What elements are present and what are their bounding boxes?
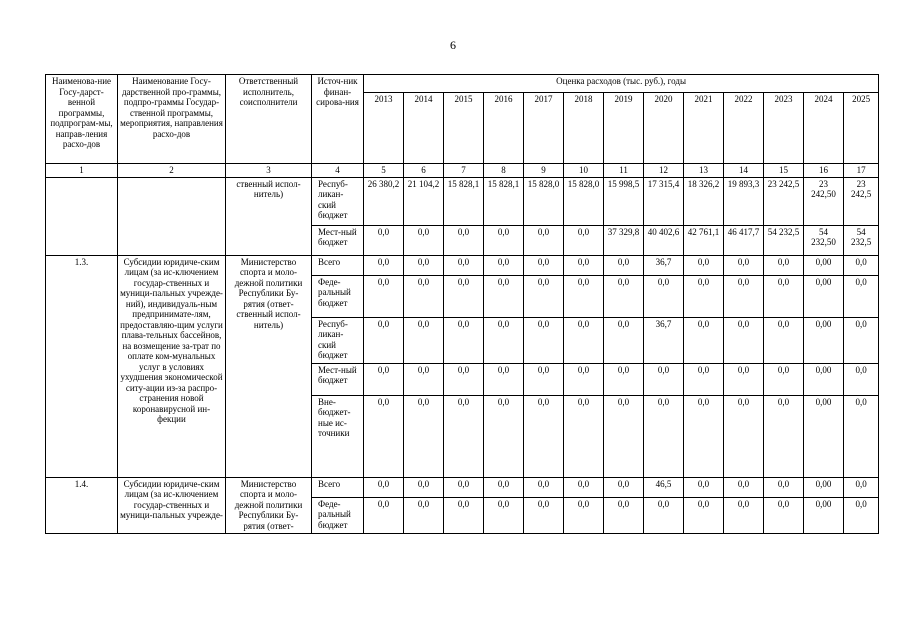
expense-value: 0,0 bbox=[524, 225, 564, 255]
expense-value: 0,0 bbox=[684, 395, 724, 477]
item-executor: ственный испол-нитель) bbox=[226, 177, 312, 255]
item-description: Субсидии юридиче-ским лицам (за ис-ключением государ-ственных и муници-пальных учрежде- bbox=[118, 477, 226, 533]
expense-value: 0,0 bbox=[404, 477, 444, 497]
expense-value: 0,0 bbox=[684, 477, 724, 497]
expense-value: 0,0 bbox=[644, 275, 684, 317]
expense-value: 0,0 bbox=[604, 317, 644, 363]
expense-value: 0,0 bbox=[364, 225, 404, 255]
expense-value: 0,0 bbox=[724, 395, 764, 477]
column-number: 7 bbox=[444, 164, 484, 178]
expense-value: 54 232,5 bbox=[764, 225, 804, 255]
item-code: 1.3. bbox=[46, 255, 118, 477]
year-header: 2015 bbox=[444, 93, 484, 164]
expense-value: 0,0 bbox=[524, 275, 564, 317]
expense-value: 0,00 bbox=[804, 317, 844, 363]
table-row bbox=[46, 177, 879, 225]
expense-value: 0,0 bbox=[404, 497, 444, 533]
expense-value: 0,0 bbox=[444, 363, 484, 395]
expense-value: 0,0 bbox=[724, 477, 764, 497]
item-executor: Министерство спорта и моло-дежной политики Республики Бу-рятия (ответ-ственный испол-нитель) bbox=[226, 255, 312, 477]
column-number: 10 bbox=[564, 164, 604, 178]
column-number: 11 bbox=[604, 164, 644, 178]
expense-value: 0,0 bbox=[844, 255, 879, 275]
expense-value: 0,0 bbox=[444, 317, 484, 363]
item-description: Субсидии юридиче-ским лицам (за ис-ключением государ-ственных и муници-пальных учрежде-ний), индивидуаль-ным предпринимате-лям, предоставляю-щим услуги плава-тельных бассейнов, на возмещение за-трат по оплате ком-мунальных услуг в условиях ухудшения экономической ситу-ации из-за распро-странения новой коронавирусной ин-фекции bbox=[118, 255, 226, 477]
expense-value: 0,0 bbox=[484, 497, 524, 533]
expense-value: 17 315,4 bbox=[644, 177, 684, 225]
expense-value: 0,0 bbox=[604, 395, 644, 477]
expense-value: 0,0 bbox=[764, 395, 804, 477]
expense-value: 0,0 bbox=[604, 275, 644, 317]
funding-source: Мест-ный бюджет bbox=[312, 363, 364, 395]
year-header: 2024 bbox=[804, 93, 844, 164]
expense-value: 18 326,2 bbox=[684, 177, 724, 225]
expense-value: 46 417,7 bbox=[724, 225, 764, 255]
expense-value: 0,0 bbox=[724, 497, 764, 533]
year-header: 2016 bbox=[484, 93, 524, 164]
expense-value: 0,0 bbox=[564, 225, 604, 255]
expense-value: 0,0 bbox=[404, 275, 444, 317]
expense-value: 0,0 bbox=[764, 317, 804, 363]
expense-value: 0,0 bbox=[844, 317, 879, 363]
expense-value: 0,0 bbox=[444, 225, 484, 255]
expense-value: 0,0 bbox=[684, 317, 724, 363]
expense-value: 0,0 bbox=[524, 497, 564, 533]
table-row bbox=[46, 255, 879, 275]
expense-value: 0,0 bbox=[844, 497, 879, 533]
expense-value: 0,0 bbox=[364, 255, 404, 275]
column-number: 6 bbox=[404, 164, 444, 178]
year-header: 2017 bbox=[524, 93, 564, 164]
item-description bbox=[118, 177, 226, 255]
expense-value: 0,0 bbox=[724, 275, 764, 317]
expense-value: 0,0 bbox=[484, 255, 524, 275]
expense-value: 0,0 bbox=[564, 363, 604, 395]
expense-value: 0,00 bbox=[804, 395, 844, 477]
expense-value: 0,0 bbox=[844, 477, 879, 497]
expense-value: 0,0 bbox=[524, 255, 564, 275]
expense-value: 19 893,3 bbox=[724, 177, 764, 225]
column-number: 14 bbox=[724, 164, 764, 178]
expense-value: 0,0 bbox=[644, 363, 684, 395]
expense-value: 0,00 bbox=[804, 497, 844, 533]
year-header: 2022 bbox=[724, 93, 764, 164]
funding-source: Всего bbox=[312, 255, 364, 275]
expense-value: 0,0 bbox=[684, 363, 724, 395]
expense-value: 0,0 bbox=[564, 477, 604, 497]
expense-value: 23 242,5 bbox=[844, 177, 879, 225]
expense-value: 0,0 bbox=[764, 497, 804, 533]
expense-value: 0,0 bbox=[764, 477, 804, 497]
expense-value: 0,0 bbox=[484, 363, 524, 395]
funding-source: Феде-ральный бюджет bbox=[312, 497, 364, 533]
expense-value: 0,0 bbox=[604, 497, 644, 533]
column-number: 17 bbox=[844, 164, 879, 178]
expense-value: 15 828,1 bbox=[444, 177, 484, 225]
expense-value: 0,0 bbox=[684, 255, 724, 275]
expense-value: 0,0 bbox=[644, 395, 684, 477]
expense-value: 0,0 bbox=[564, 317, 604, 363]
column-number: 1 bbox=[46, 164, 118, 178]
expense-value: 21 104,2 bbox=[404, 177, 444, 225]
expense-value: 15 828,0 bbox=[524, 177, 564, 225]
year-header: 2025 bbox=[844, 93, 879, 164]
expense-value: 0,0 bbox=[364, 395, 404, 477]
column-number: 9 bbox=[524, 164, 564, 178]
year-header: 2021 bbox=[684, 93, 724, 164]
expense-value: 0,00 bbox=[804, 255, 844, 275]
column-number: 13 bbox=[684, 164, 724, 178]
funding-source: Феде-ральный бюджет bbox=[312, 275, 364, 317]
expense-value: 0,0 bbox=[364, 363, 404, 395]
expense-value: 0,0 bbox=[404, 225, 444, 255]
column-number: 3 bbox=[226, 164, 312, 178]
expense-value: 36,7 bbox=[644, 255, 684, 275]
expense-value: 0,0 bbox=[484, 395, 524, 477]
expense-value: 0,0 bbox=[404, 395, 444, 477]
expense-value: 0,0 bbox=[564, 275, 604, 317]
funding-source: Всего bbox=[312, 477, 364, 497]
year-header: 2020 bbox=[644, 93, 684, 164]
item-code: 1.4. bbox=[46, 477, 118, 533]
column-number: 2 bbox=[118, 164, 226, 178]
expense-value: 0,0 bbox=[844, 363, 879, 395]
funding-source: Мест-ный бюджет bbox=[312, 225, 364, 255]
expense-value: 0,0 bbox=[724, 363, 764, 395]
expense-value: 0,0 bbox=[444, 477, 484, 497]
header-executor: Ответственный исполнитель, соисполнители bbox=[226, 75, 312, 164]
expense-value: 46,5 bbox=[644, 477, 684, 497]
expense-value: 0,0 bbox=[444, 395, 484, 477]
funding-source: Вне-бюджет-ные ис-точники bbox=[312, 395, 364, 477]
expense-value: 0,00 bbox=[804, 275, 844, 317]
expense-value: 15 828,1 bbox=[484, 177, 524, 225]
funding-source: Респуб-ликан-ский бюджет bbox=[312, 177, 364, 225]
expense-value: 0,0 bbox=[364, 497, 404, 533]
year-header: 2013 bbox=[364, 93, 404, 164]
column-number: 8 bbox=[484, 164, 524, 178]
column-number: 12 bbox=[644, 164, 684, 178]
expense-value: 23 242,5 bbox=[764, 177, 804, 225]
expense-value: 0,0 bbox=[484, 317, 524, 363]
expense-value: 0,0 bbox=[364, 275, 404, 317]
expense-value: 0,0 bbox=[684, 497, 724, 533]
expense-value: 54 232,50 bbox=[804, 225, 844, 255]
header-funding-source: Источ-ник финан-сирова-ния bbox=[312, 75, 364, 164]
year-header: 2018 bbox=[564, 93, 604, 164]
expense-value: 0,0 bbox=[484, 225, 524, 255]
expense-value: 0,0 bbox=[564, 255, 604, 275]
expense-value: 0,0 bbox=[604, 363, 644, 395]
table-row bbox=[46, 477, 879, 497]
funding-source: Респуб-ликан-ский бюджет bbox=[312, 317, 364, 363]
column-number: 15 bbox=[764, 164, 804, 178]
page-number: 6 bbox=[450, 38, 456, 52]
expense-value: 0,0 bbox=[524, 477, 564, 497]
expense-value: 0,0 bbox=[644, 497, 684, 533]
expense-value: 0,0 bbox=[724, 317, 764, 363]
expense-value: 0,0 bbox=[844, 395, 879, 477]
expense-value: 0,0 bbox=[684, 275, 724, 317]
expense-value: 0,0 bbox=[764, 275, 804, 317]
expense-value: 0,0 bbox=[484, 275, 524, 317]
expense-value: 0,0 bbox=[564, 497, 604, 533]
header-expense-estimate: Оценка расходов (тыс. руб.), годы bbox=[364, 75, 879, 93]
expense-value: 0,0 bbox=[764, 363, 804, 395]
expense-value: 0,0 bbox=[524, 395, 564, 477]
expense-value: 0,0 bbox=[404, 317, 444, 363]
expense-value: 15 828,0 bbox=[564, 177, 604, 225]
expense-value: 37 329,8 bbox=[604, 225, 644, 255]
expense-value: 0,0 bbox=[524, 317, 564, 363]
expense-value: 0,0 bbox=[364, 317, 404, 363]
expense-value: 40 402,6 bbox=[644, 225, 684, 255]
expense-value: 0,0 bbox=[444, 497, 484, 533]
expense-value: 23 242,50 bbox=[804, 177, 844, 225]
header-measure-name: Наименование Госу-дарственной про-граммы, подпро-граммы Государ-ственной программы, мероприятия, направления расхо-дов bbox=[118, 75, 226, 164]
year-header: 2023 bbox=[764, 93, 804, 164]
year-header: 2019 bbox=[604, 93, 644, 164]
expense-value: 0,0 bbox=[404, 255, 444, 275]
expense-value: 0,00 bbox=[804, 363, 844, 395]
expense-value: 42 761,1 bbox=[684, 225, 724, 255]
expense-value: 26 380,2 bbox=[364, 177, 404, 225]
item-executor: Министерство спорта и моло-дежной политики Республики Бу-рятия (ответ- bbox=[226, 477, 312, 533]
expense-value: 0,0 bbox=[724, 255, 764, 275]
item-code bbox=[46, 177, 118, 255]
column-number: 5 bbox=[364, 164, 404, 178]
expense-value: 0,0 bbox=[404, 363, 444, 395]
expense-value: 0,0 bbox=[604, 255, 644, 275]
expense-value: 0,0 bbox=[604, 477, 644, 497]
expense-value: 0,0 bbox=[444, 275, 484, 317]
expense-value: 0,00 bbox=[804, 477, 844, 497]
expenses-table bbox=[45, 74, 879, 534]
expense-value: 0,0 bbox=[844, 275, 879, 317]
header-program-name: Наименова-ние Госу-дарст-венной программы, подпрограм-мы, направ-ления расхо-дов bbox=[46, 75, 118, 164]
expense-value: 0,0 bbox=[524, 363, 564, 395]
expense-value: 0,0 bbox=[484, 477, 524, 497]
year-header: 2014 bbox=[404, 93, 444, 164]
column-number: 4 bbox=[312, 164, 364, 178]
expense-value: 15 998,5 bbox=[604, 177, 644, 225]
expense-value: 54 232,5 bbox=[844, 225, 879, 255]
expense-value: 0,0 bbox=[564, 395, 604, 477]
expense-value: 0,0 bbox=[364, 477, 404, 497]
expense-value: 0,0 bbox=[444, 255, 484, 275]
column-number: 16 bbox=[804, 164, 844, 178]
expense-value: 0,0 bbox=[764, 255, 804, 275]
expense-value: 36,7 bbox=[644, 317, 684, 363]
